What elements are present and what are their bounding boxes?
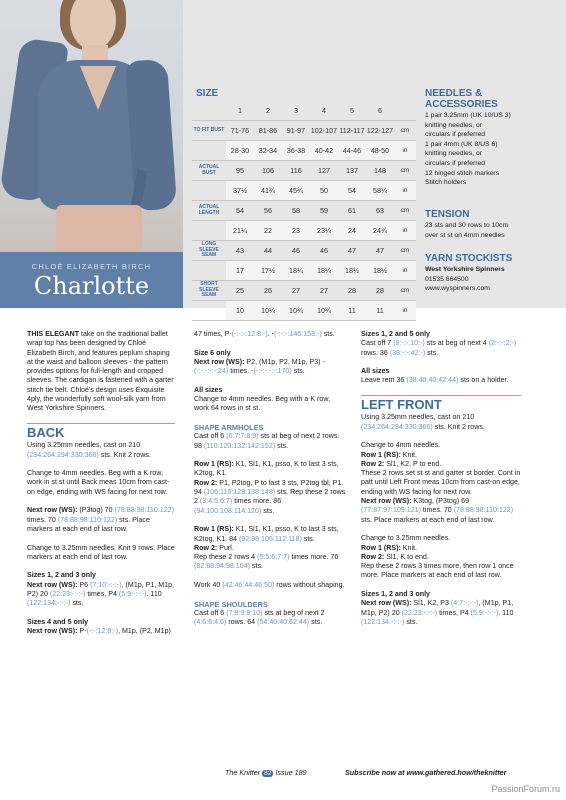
size-cell: 17½ <box>254 261 282 281</box>
size-row <box>192 181 416 201</box>
size-cell: 122-127 <box>366 121 394 141</box>
size-cell: 54 <box>338 181 366 201</box>
size-row-header <box>192 301 226 321</box>
size-cell: 27 <box>310 281 338 301</box>
size-unit: in <box>394 221 416 241</box>
model-photo <box>0 0 183 252</box>
size-row-header: ACTUAL LENGTH <box>192 201 226 221</box>
intro-paragraph: THIS ELEGANT take on the traditional ballet wrap top has been designed by Chloé Elizabeth Birch, and features peplum shaping at the waist and balloon sleeves - the pattern provides options for full-length and cropped sleeves. The cardigan is fastened with a garter stitch tie belt. Chloé's design uses Exquisite 4ply, the wonderfully soft wool-silk yarn from West Yorkshire Spinners. <box>27 330 174 413</box>
size-cell: 27 <box>282 281 310 301</box>
size-cell: 23¼ <box>310 221 338 241</box>
size-cell: 112-117 <box>338 121 366 141</box>
size-row <box>192 201 416 221</box>
size-cell: 40-42 <box>310 141 338 161</box>
size-cell: 25 <box>226 281 254 301</box>
stockists-text: West Yorkshire Spinners 01535 664500 www.wyspinners.com <box>425 266 505 293</box>
size-row <box>192 141 416 161</box>
size-row <box>192 241 416 261</box>
size-cell: 41¾ <box>254 181 282 201</box>
size-cell: 81-86 <box>254 121 282 141</box>
size-cell: 6 <box>366 101 394 121</box>
size-cell: 102-107 <box>310 121 338 141</box>
size-cell: 56 <box>254 201 282 221</box>
footer-subscribe: Subscribe now at www.gathered.how/theknitter <box>345 768 507 777</box>
size-cell: 17 <box>226 261 254 281</box>
size-row-header: ACTUAL BUST <box>192 161 226 181</box>
needles-heading: NEEDLES & ACCESSORIES <box>425 88 498 110</box>
watermark: PassionForum.ru <box>491 784 560 794</box>
size-cell: 5 <box>338 101 366 121</box>
size-cell: 43 <box>226 241 254 261</box>
size-cell: 32-34 <box>254 141 282 161</box>
size-row <box>192 261 416 281</box>
size-unit: cm <box>394 281 416 301</box>
size-cell: 63 <box>366 201 394 221</box>
shape-armholes-heading: SHAPE ARMHOLES <box>194 422 264 432</box>
needles-line: circulars if preferred <box>425 131 486 139</box>
size-cell: 18¼ <box>282 261 310 281</box>
size-row <box>192 281 416 301</box>
size-unit: in <box>394 181 416 201</box>
size-heading: SIZE <box>196 88 219 99</box>
size-row-header <box>192 261 226 281</box>
size-cell: 28 <box>338 281 366 301</box>
size-cell: 23 <box>282 221 310 241</box>
size-cell: 28 <box>366 281 394 301</box>
size-unit: cm <box>394 241 416 261</box>
size-cell: 3 <box>282 101 310 121</box>
size-cell: 95 <box>226 161 254 181</box>
size-row-header: LONG SLEEVE SEAM <box>192 241 226 261</box>
size-row <box>192 121 416 141</box>
size-cell: 10¾ <box>282 301 310 321</box>
designer-name: CHLOÉ ELIZABETH BIRCH <box>31 262 152 271</box>
size-cell: 137 <box>338 161 366 181</box>
size-unit: in <box>394 261 416 281</box>
size-cell: 61 <box>338 201 366 221</box>
size-cell: 46 <box>310 241 338 261</box>
size-cell: 47 <box>338 241 366 261</box>
size-cell: 91-97 <box>282 121 310 141</box>
shape-shoulders-heading: SHAPE SHOULDERS <box>194 599 268 609</box>
size-cell: 11 <box>366 301 394 321</box>
size-row <box>192 301 416 321</box>
size-cell: 44 <box>254 241 282 261</box>
size-cell: 4 <box>310 101 338 121</box>
page-number: 82 <box>264 770 272 777</box>
size-unit: cm <box>394 121 416 141</box>
needles-line: knitting needles, or <box>425 121 483 129</box>
size-cell: 116 <box>282 161 310 181</box>
size-unit: cm <box>394 201 416 221</box>
size-row-header <box>192 101 226 121</box>
size-unit: in <box>394 301 416 321</box>
size-row-header <box>192 181 226 201</box>
size-row <box>192 221 416 241</box>
needles-line: 1 pair 4mm (UK 8/US 6) <box>425 140 498 148</box>
size-cell: 26 <box>254 281 282 301</box>
size-cell: 106 <box>254 161 282 181</box>
size-cell: 46 <box>282 241 310 261</box>
needles-line: 12 hinged stitch markers <box>425 169 500 177</box>
needles-list <box>425 111 563 188</box>
size-cell: 2 <box>254 101 282 121</box>
pattern-title: Charlotte <box>33 272 150 300</box>
size-cell: 18½ <box>366 261 394 281</box>
column-2: 47 times, P-(-:-:-:12:8:-). -(-:-:-:146:158:-) sts. Size 6 only Next row (WS): P2, (M1p, P2, M1p, P3) -(-:-:-:-:-:24) times. -(-:-:-:-:-:170) sts. All sizes Change to 4mm needles. Beg with a K row, work 64 rows in st st. SHAPE ARMHOLES Cast off 6 (6:7:7:8:9) sts at beg of next 2 rows. 98 (110:120:132:142:152) sts. Row 1 (RS): K1, Sl1, K1, psso, K to last 3 sts, K2tog, K1. Row 2: P1, P2tog, P to last 3 sts, P2tog tbl, P1. 94 (106:116:128:138:148) sts. Rep these 2 rows 2 (3:4:5:6:7) times more. 86 (94:100:108:114:120) sts. Row 1 (RS): K1, Sl1, K1, psso, K to last 3 sts, K2tog, K1. 84 (92:98:106:112:118) sts. Row 2: Purl. Rep these 2 rows 4 (5:5:6:7:7) times more. 76 (82:88:94:98:104) sts. Work 40 (42:46:44:46:50) rows without shaping. SHAPE SHOULDERS Cast off 6 (7:8:9:9:10) sts at beg of next 2 (4:6:6:4:6) rows. 64 (54:40:40:62:44) sts. <box>194 330 346 627</box>
size-cell: 28-30 <box>226 141 254 161</box>
tension-text: 23 sts and 30 rows to 10cm over st st on 4mm needles <box>425 222 509 239</box>
size-unit <box>394 101 416 121</box>
column-1: THIS ELEGANT take on the traditional ballet wrap top has been designed by Chloé Elizabeth Birch, and features peplum shaping at the waist and balloon sleeves - the pattern provides options for full-length and cropped sleeves. The cardigan is fastened with a garter stitch tie belt. Chloé's design uses Exquisite 4ply, the wonderfully soft wool-silk yarn from West Yorkshire Spinners. BACK Using 3.25mm needles, cast on 210 (234:264:294:330:366) sts. Knit 2 rows. Change to 4mm needles. Beg with a K row, work in st st until Back meas 10cm from cast-on edge, ending with WS facing for next row. Next row (WS): (P3tog) 70 (78:88:98:110:122) times. 70 (78:88:98:110:122) sts. Place markers at each end of last row. Change to 3.25mm needles. Knit 9 rows. Place markers at each end of last row. Sizes 1, 2 and 3 only Next row (WS): P6 (7:10:-:-:-), (M1p, P1, M1p, P2) 20 (22:23:-:-:-) times, P4 (5:9:-:-:-). 110 (122:134:-:-:-) sts. Sizes 4 and 5 only Next row (WS): P-(-:-:12:8:-), M1p, (P2, M1p) <box>27 330 175 636</box>
size-cell: 1 <box>226 101 254 121</box>
column-3: Sizes 1, 2 and 5 only Cast off 7 (8:-:-:10:-) sts at beg of next 4 (2:-:-:2:-) rows. 36 (38:-:-:42:-) sts. All sizes Leave rem 36 (38:40:40:42:44) sts on a holder. LEFT FRONT Using 3.25mm needles, cast on 210 (234:264:294:330:366) sts. Knit 2 rows. Change to 4mm needles. Row 1 (RS): Knit. Row 2: Sl1, K2, P to end. These 2 rows set st st and garter st border. Cont in patt until Left Front meas 10cm from cast-on edge, ending with WS facing for next row. Next row (WS): K3tog, (P3tog) 69 (77:87:97:109:121) times. 70 (78:88:98:110:122) sts. Place markers at each end of last row. Change to 3.25mm needles. Row 1 (RS): Knit. Row 2: Sl1, K to end. Rep these 2 rows 3 times more, then row 1 once more. Place markers at each end of last row. Sizes 1, 2 and 3 only Next row (WS): Sl1, K2, P3 (4:7:-:-:-), (M1p, P1, M1p, P2) 20 (22:23:-:-:-) times, P4 (5:9:-:-:-). 110 (122:134:-:-:-) sts. <box>361 330 521 626</box>
size-cell: 18¼ <box>310 261 338 281</box>
size-row-header: SHORT SLEEVE SEAM <box>192 281 226 301</box>
size-cell: 44-46 <box>338 141 366 161</box>
needles-line: circulars if preferred <box>425 159 486 167</box>
size-row <box>192 161 416 181</box>
size-cell: 148 <box>366 161 394 181</box>
size-cell: 48-50 <box>366 141 394 161</box>
needles-line: 1 pair 3.25mm (UK 10/US 3) <box>425 112 511 119</box>
size-cell: 59 <box>310 201 338 221</box>
size-row <box>192 101 416 121</box>
size-cell: 10¾ <box>310 301 338 321</box>
size-cell: 37½ <box>226 181 254 201</box>
size-cell: 127 <box>310 161 338 181</box>
size-cell: 58¼ <box>366 181 394 201</box>
size-cell: 21¼ <box>226 221 254 241</box>
size-cell: 24¾ <box>366 221 394 241</box>
back-heading: BACK <box>27 423 175 437</box>
size-cell: 50 <box>310 181 338 201</box>
size-cell: 58 <box>282 201 310 221</box>
size-cell: 10 <box>226 301 254 321</box>
size-cell: 45¾ <box>282 181 310 201</box>
size-table <box>192 101 416 321</box>
needles-line: Stitch holders <box>425 179 467 187</box>
size-row-header <box>192 141 226 161</box>
size-cell: 36-38 <box>282 141 310 161</box>
size-cell: 22 <box>254 221 282 241</box>
needles-line: knitting needles, or <box>425 150 483 158</box>
size-cell: 10¼ <box>254 301 282 321</box>
stockists-heading: YARN STOCKISTS <box>425 253 513 264</box>
size-unit: in <box>394 141 416 161</box>
size-cell: 24 <box>338 221 366 241</box>
size-cell: 47 <box>366 241 394 261</box>
tension-heading: TENSION <box>425 209 470 220</box>
size-cell: 54 <box>226 201 254 221</box>
size-row-header <box>192 221 226 241</box>
left-front-heading: LEFT FRONT <box>361 395 521 409</box>
size-cell: 18½ <box>338 261 366 281</box>
size-cell: 71-76 <box>226 121 254 141</box>
footer-magazine: The Knitter 82 Issue 189 <box>225 768 307 777</box>
size-row-header: TO FIT BUST <box>192 121 226 141</box>
size-cell: 11 <box>338 301 366 321</box>
size-unit: cm <box>394 161 416 181</box>
